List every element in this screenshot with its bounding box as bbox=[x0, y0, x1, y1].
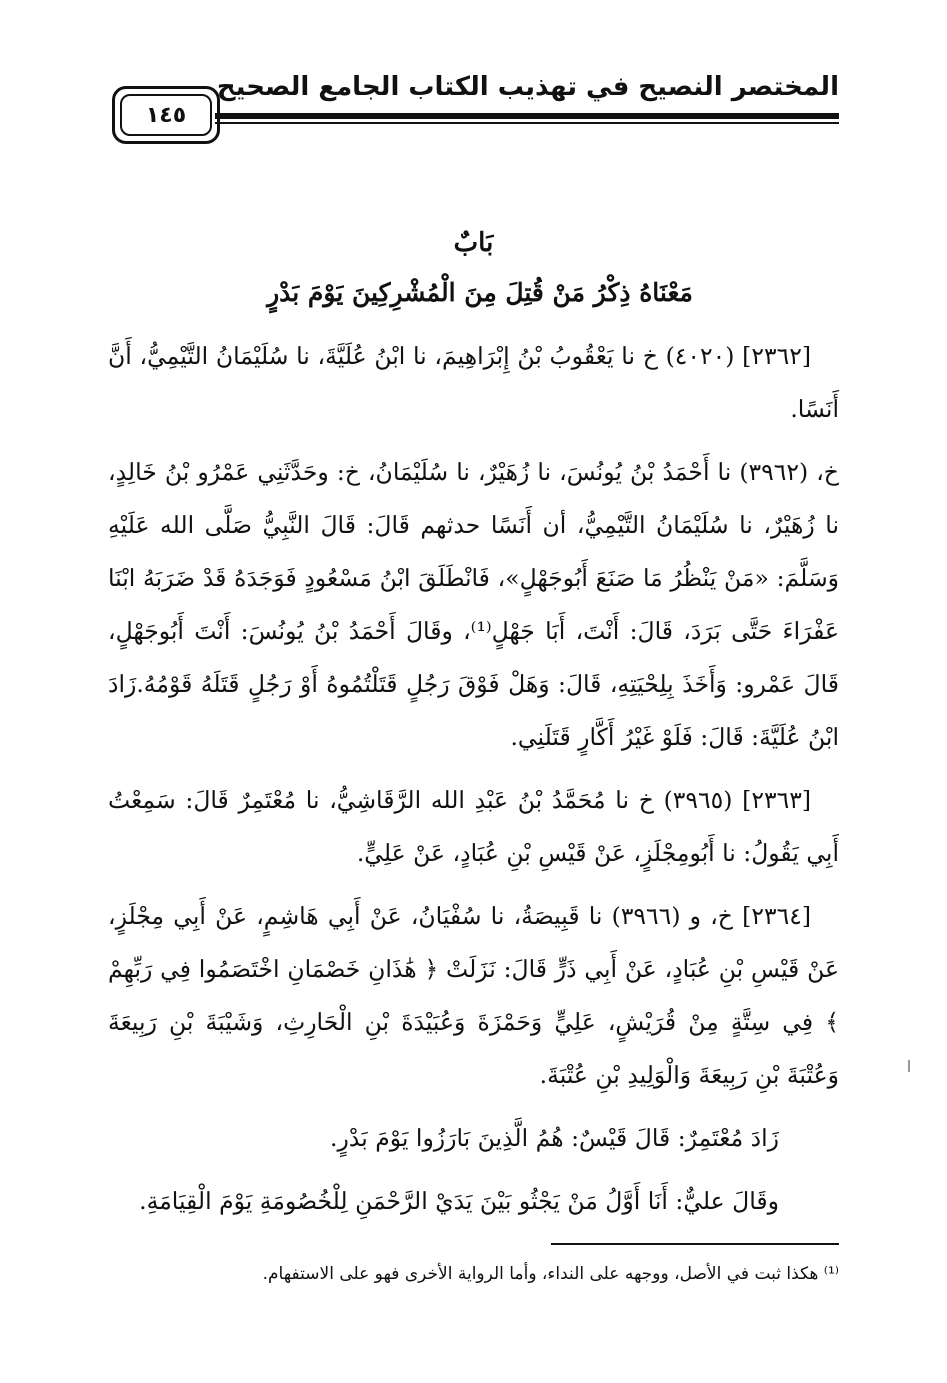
hadith-paragraph-3962: خ، (٣٩٦٢) نا أَحْمَدُ بْنُ يُونُسَ، نا زُهَيْرٌ، نا سُلَيْمَانُ، خ: وحَدَّثَنِي عَمْرُو بْنُ خَالِدٍ، نا زُهَيْرٌ، نا سُلَيْمَانُ التَّيْمِيُّ، أن أَنَسًا حدثهم قَالَ: قَالَ النَّبِيُّ صَلَّى الله عَلَيْهِ وَسَلَّمَ: «مَنْ يَنْظُرُ مَا صَنَعَ أَبُوجَهْلٍ»، فَانْطَلَقَ ابْنُ مَسْعُودٍ فَوَجَدَهُ قَدْ ضَرَبَهُ ابْنَا عَفْرَاءَ حَتَّى بَرَدَ، قَالَ: أَنْتَ، أَبَا جَهْلٍ⁽¹⁾، وقَالَ أَحْمَدُ بْنُ يُونُسَ: أَنْتَ أَبُوجَهْلٍ، قَالَ عَمْرو: وَأَخَذَ بِلِحْيَتِهِ، قَالَ: وَهَلْ فَوْقَ رَجُلٍ قَتَلْتُمُوهُ أَوْ رَجُلٍ قَتَلَهُ قَوْمُهُ.زَادَ ابْنُ عُلَيَّةَ: قَالَ: فَلَوْ غَيْرُ أَكَّارٍ قَتَلَنِي. bbox=[108, 458, 840, 751]
footnote-separator bbox=[551, 1243, 839, 1245]
chapter-title: مَعْنَاهُ ذِكْرُ مَنْ قُتِلَ مِنَ الْمُشْرِكِينَ يَوْمَ بَدْرٍ bbox=[267, 278, 693, 307]
hadith-paragraph-2364: [٢٣٦٤] خ، و (٣٩٦٦) نا قَبِيصَةُ، نا سُفْيَانُ، عَنْ أَبِي هَاشِمٍ، عَنْ أَبِي مِجْلَزٍ، عَنْ قَيْسِ بْنِ عُبَادٍ، عَنْ أَبِي ذَرٍّ قَالَ: نَزَلَتْ ﴿ هَٰذَانِ خَصْمَانِ اخْتَصَمُوا فِي رَبِّهِمْ ﴾ فِي سِتَّةٍ مِنْ قُرَيْشٍ، عَلِيٍّ وَحَمْزَةَ وَعُبَيْدَةَ بْنِ الْحَارِثِ، وَشَيْبَةَ بْنِ رَبِيعَةَ وَعُتْبَةَ بْنِ رَبِيعَةَ وَالْوَلِيدِ بْنِ عُتْبَةَ. bbox=[108, 902, 839, 1089]
hadith-paragraph-2362: [٢٣٦٢] (٤٠٢٠) خ نا يَعْقُوبُ بْنُ إِبْرَاهِيمَ، نا ابْنُ عُلَيَّةَ، نا سُلَيْمَانُ التَّيْمِيُّ، أَنَّ أَنَسًا. bbox=[108, 342, 839, 423]
addition-mutamir: زَادَ مُعْتَمِرٌ: قَالَ قَيْسٌ: هُمُ الَّذِينَ بَارَزُوا يَوْمَ بَدْرٍ. bbox=[330, 1124, 779, 1152]
chapter-label: بَابٌ bbox=[453, 228, 494, 258]
margin-mark bbox=[908, 1060, 910, 1072]
page-number-frame bbox=[112, 86, 220, 144]
footnote-1: ⁽¹⁾ هكذا ثبت في الأصل، ووجهه على النداء، وأما الرواية الأخرى فهو على الاستفهام. bbox=[262, 1264, 839, 1284]
running-header-title: المختصر النصيح في تهذيب الكتاب الجامع الصحيح bbox=[216, 72, 839, 102]
header-rule-thin bbox=[215, 122, 839, 124]
page-number: ١٤٥ bbox=[145, 102, 187, 128]
hadith-paragraph-2363: [٢٣٦٣] (٣٩٦٥) خ نا مُحَمَّدُ بْنُ عَبْدِ الله الرَّقَاشِيُّ، نا مُعْتَمِرٌ قَالَ: سَمِعْتُ أَبِي يَقُولُ: نا أَبُومِجْلَزٍ، عَنْ قَيْسِ بْنِ عُبَادٍ، عَنْ عَلِيٍّ. bbox=[108, 786, 839, 867]
addition-ali: وقَالَ عليٌّ: أَنَا أَوَّلُ مَنْ يَجْثُو بَيْنَ يَدَيْ الرَّحْمَنِ لِلْخُصُومَةِ يَوْمَ الْقِيَامَةِ. bbox=[139, 1187, 779, 1215]
body-text bbox=[108, 330, 839, 1238]
header-rule bbox=[215, 113, 839, 119]
